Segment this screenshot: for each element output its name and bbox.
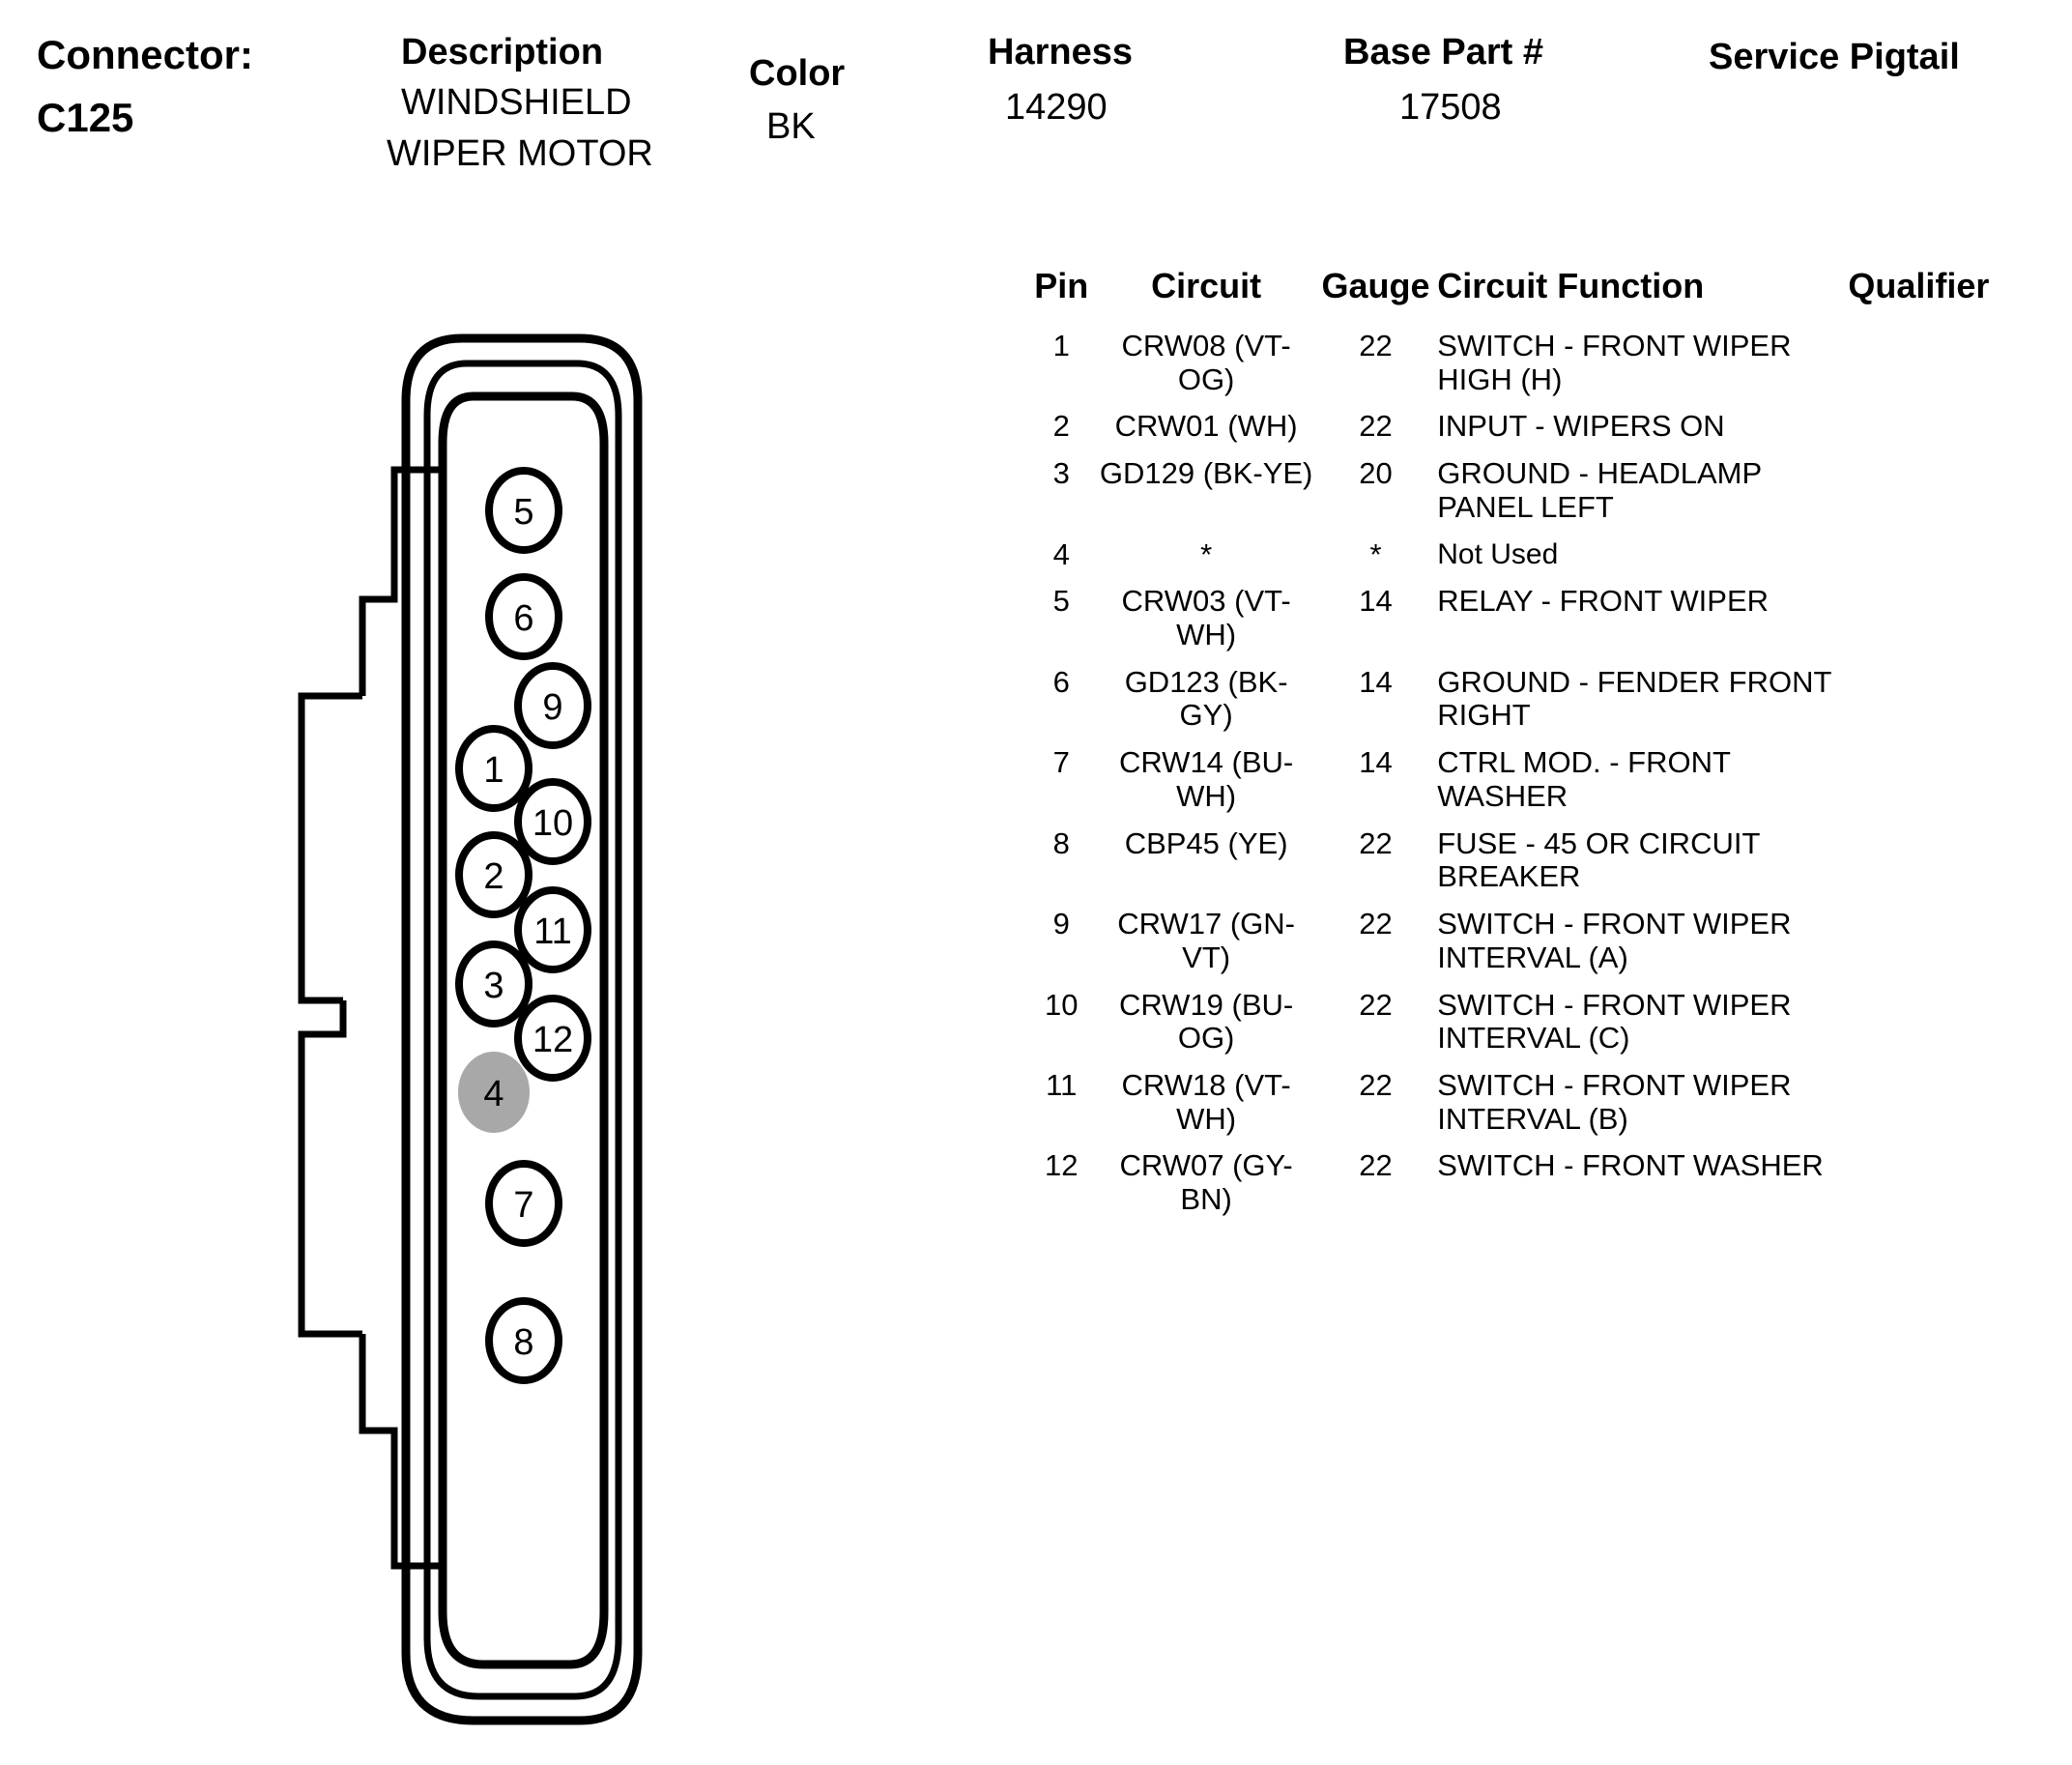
column-header-pin: Pin: [1034, 266, 1089, 305]
pin-number-5: 5: [513, 492, 534, 533]
cell-gauge: 20: [1359, 456, 1393, 491]
connector-latch-left-lower: [302, 1000, 362, 1334]
table-row: [1024, 408, 2054, 455]
cell-circuit: CRW03 (VT-WH): [1121, 584, 1291, 652]
pin-number-1: 1: [483, 750, 504, 791]
service-pigtail-label: Service Pigtail: [1709, 37, 1960, 77]
cell-gauge: 22: [1359, 907, 1393, 941]
cell-pin: 10: [1045, 987, 1079, 1022]
cell-qualifier: [1848, 583, 2054, 663]
connector-latch-left-upper: [302, 696, 362, 1000]
table-header-row: [1024, 266, 2054, 328]
pin-number-7: 7: [513, 1185, 534, 1226]
table-row: [1024, 825, 2054, 906]
cell-function: SWITCH - FRONT WIPER INTERVAL (C): [1437, 987, 1792, 1056]
pin-number-4: 4: [483, 1074, 504, 1114]
pin-number-11: 11: [533, 911, 572, 952]
column-header-function: Circuit Function: [1437, 266, 1705, 305]
column-header-gauge: Gauge: [1321, 266, 1430, 305]
connector-diagram: [290, 280, 792, 1759]
cell-pin: 9: [1052, 907, 1070, 941]
cell-pin: 4: [1052, 536, 1070, 571]
cell-gauge: 22: [1359, 1067, 1393, 1102]
table-row: [1024, 328, 2054, 408]
connector-header: [0, 0, 2072, 184]
table-row: [1024, 536, 2054, 584]
table-row: [1024, 906, 2054, 986]
pin-number-3: 3: [483, 966, 504, 1006]
cell-qualifier: [1848, 536, 2054, 584]
cell-pin: 11: [1046, 1067, 1078, 1102]
cell-circuit: GD123 (BK-GY): [1124, 664, 1288, 733]
cell-function: GROUND - HEADLAMP PANEL LEFT: [1437, 456, 1762, 524]
cell-qualifier: [1848, 328, 2054, 408]
cell-function: CTRL MOD. - FRONT WASHER: [1437, 745, 1731, 813]
column-header-qualifier: Qualifier: [1848, 266, 1990, 305]
cell-gauge: 14: [1359, 584, 1393, 619]
harness-label: Harness: [988, 32, 1133, 72]
cell-function: INPUT - WIPERS ON: [1437, 409, 1725, 444]
color-value: BK: [766, 106, 816, 147]
table-row: [1024, 583, 2054, 663]
cell-gauge: *: [1369, 536, 1382, 571]
cell-qualifier: [1848, 744, 2054, 825]
column-header-circuit: Circuit: [1151, 266, 1262, 305]
pin-number-6: 6: [513, 598, 534, 639]
pin-table: [1024, 266, 2054, 1229]
cell-qualifier: [1848, 825, 2054, 906]
table-row: [1024, 455, 2054, 535]
cell-circuit: CRW18 (VT-WH): [1121, 1067, 1291, 1136]
cell-gauge: 22: [1359, 1148, 1393, 1183]
table-row: [1024, 987, 2054, 1067]
pin-number-2: 2: [483, 856, 504, 897]
cell-function: SWITCH - FRONT WIPER INTERVAL (A): [1437, 907, 1792, 974]
cell-qualifier: [1848, 987, 2054, 1067]
cell-circuit: *: [1200, 536, 1213, 571]
cell-function: SWITCH - FRONT WIPER HIGH (H): [1437, 329, 1792, 396]
cell-pin: 8: [1052, 825, 1070, 860]
cell-gauge: 22: [1359, 329, 1393, 362]
pin-number-12: 12: [532, 1020, 574, 1060]
pin-number-9: 9: [542, 687, 563, 728]
cell-function: FUSE - 45 OR CIRCUIT BREAKER: [1437, 825, 1760, 894]
connector-label: Connector:: [37, 32, 253, 77]
cell-circuit: CBP45 (YE): [1124, 825, 1288, 860]
description-value-line2: WIPER MOTOR: [387, 133, 653, 174]
description-value-line1: WINDSHIELD: [401, 82, 632, 123]
table-row: [1024, 744, 2054, 825]
cell-pin: 7: [1052, 745, 1070, 780]
cell-gauge: 22: [1359, 987, 1393, 1022]
pin-number-8: 8: [513, 1322, 534, 1363]
cell-circuit: CRW19 (BU-OG): [1118, 987, 1294, 1056]
pin-number-10: 10: [532, 803, 574, 844]
description-label: Description: [401, 32, 604, 72]
cell-function: GROUND - FENDER FRONT RIGHT: [1437, 664, 1831, 733]
cell-function: RELAY - FRONT WIPER: [1437, 584, 1770, 619]
cell-gauge: 22: [1359, 409, 1393, 444]
cell-gauge: 14: [1359, 664, 1393, 699]
color-label: Color: [749, 53, 846, 94]
cell-pin: 6: [1052, 664, 1070, 699]
cell-circuit: CRW07 (GY-BN): [1119, 1148, 1293, 1217]
cell-circuit: GD129 (BK-YE): [1099, 456, 1313, 491]
cell-function: SWITCH - FRONT WIPER INTERVAL (B): [1437, 1067, 1792, 1136]
cell-pin: 5: [1052, 584, 1070, 619]
cell-qualifier: [1848, 408, 2054, 455]
cell-qualifier: [1848, 1147, 2054, 1228]
table-row: [1024, 1147, 2054, 1228]
cell-circuit: CRW01 (WH): [1114, 409, 1298, 444]
cell-circuit: CRW08 (VT-OG): [1121, 329, 1291, 396]
cell-pin: 2: [1052, 409, 1070, 444]
cell-circuit: CRW14 (BU-WH): [1118, 745, 1294, 813]
cell-function: Not Used: [1437, 537, 1559, 570]
table-row: [1024, 1067, 2054, 1147]
harness-value: 14290: [1005, 87, 1108, 128]
cell-pin: 12: [1045, 1148, 1079, 1183]
cell-qualifier: [1848, 906, 2054, 986]
cell-qualifier: [1848, 664, 2054, 744]
cell-pin: 1: [1052, 329, 1070, 362]
connector-id: C125: [37, 95, 134, 140]
cell-function: SWITCH - FRONT WASHER: [1437, 1148, 1824, 1183]
base-part-label: Base Part #: [1343, 32, 1544, 72]
base-part-value: 17508: [1399, 87, 1502, 128]
cell-qualifier: [1848, 455, 2054, 535]
cell-circuit: CRW17 (GN-VT): [1117, 907, 1295, 974]
cell-qualifier: [1848, 1067, 2054, 1147]
table-row: [1024, 664, 2054, 744]
cell-gauge: 22: [1359, 825, 1393, 860]
cell-pin: 3: [1052, 456, 1070, 491]
cell-gauge: 14: [1359, 745, 1393, 780]
pin-table-container: [1024, 266, 2058, 1229]
